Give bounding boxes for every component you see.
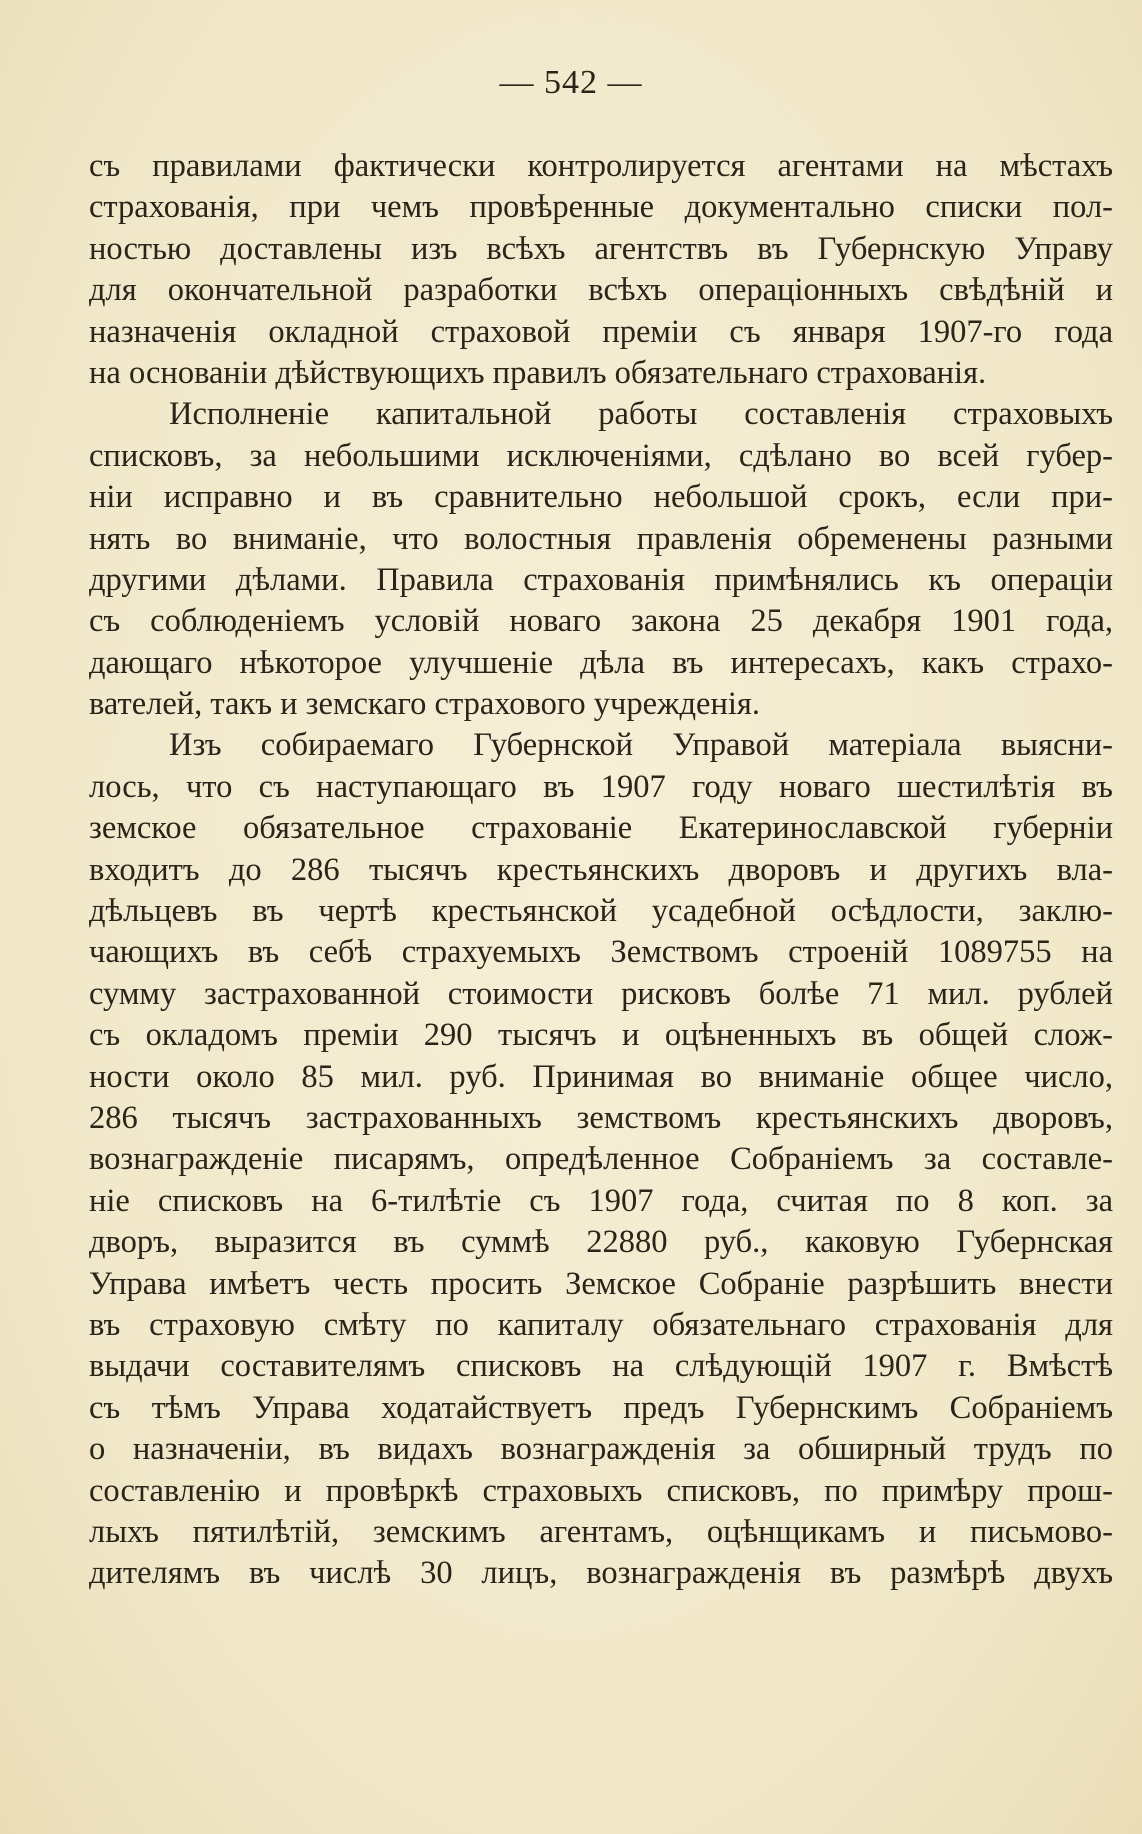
text-line: вателей, такъ и земскаго страхового учрежденія.	[89, 686, 760, 723]
text-line: ніе списковъ на 6-тилѣтіе съ 1907 года, считая по 8 коп. за	[89, 1182, 1113, 1219]
text-line: Исполненіе капитальной работы составленія страховыхъ	[169, 396, 1113, 433]
text-line: страхованія, при чемъ провѣренные документально списки пол-	[89, 189, 1113, 226]
paragraph	[89, 146, 1113, 394]
body-text	[89, 146, 1113, 1595]
text-line: въ страховую смѣту по капиталу обязательнаго страхованія для	[89, 1306, 1113, 1343]
text-line: 286 тысячъ застрахованныхъ земствомъ крестьянскихъ дворовъ,	[89, 1099, 1113, 1136]
paragraph	[89, 394, 1113, 725]
text-line: съ окладомъ преміи 290 тысячъ и оцѣненныхъ въ общей слож-	[89, 1017, 1113, 1054]
text-line: для окончательной разработки всѣхъ операціонныхъ свѣдѣній и	[89, 272, 1113, 309]
text-line: съ соблюденіемъ условій новаго закона 25 декабря 1901 года,	[89, 603, 1113, 640]
text-line: дворъ, выразится въ суммѣ 22880 руб., каковую Губернская	[89, 1224, 1113, 1261]
text-line: назначенія окладной страховой преміи съ января 1907-го года	[89, 313, 1113, 350]
text-line: нять во вниманіе, что волостныя правленія обременены разными	[89, 520, 1113, 557]
text-line: дителямъ въ числѣ 30 лицъ, вознагражденія въ размѣрѣ двухъ	[89, 1555, 1113, 1592]
text-line: входитъ до 286 тысячъ крестьянскихъ дворовъ и другихъ вла-	[89, 851, 1113, 888]
text-line: сумму застрахованной стоимости рисковъ болѣе 71 мил. рублей	[89, 975, 1113, 1012]
page-number: — 542 —	[499, 64, 643, 101]
text-line: земское обязательное страхованіе Екатеринославской губерніи	[89, 810, 1113, 847]
text-line: ности около 85 мил. руб. Принимая во вниманіе общее число,	[89, 1058, 1113, 1095]
text-line: лось, что съ наступающаго въ 1907 году новаго шестилѣтія въ	[89, 768, 1113, 805]
text-line: другими дѣлами. Правила страхованія примѣнялись къ операціи	[89, 561, 1113, 598]
text-line: чающихъ въ себѣ страхуемыхъ Земствомъ строеній 1089755 на	[89, 934, 1113, 971]
paragraph	[89, 725, 1113, 1594]
text-line: ностью доставлены изъ всѣхъ агентствъ въ Губернскую Управу	[89, 230, 1113, 267]
text-line: дающаго нѣкоторое улучшеніе дѣла въ интересахъ, какъ страхо-	[89, 644, 1113, 681]
text-line: дѣльцевъ въ чертѣ крестьянской усадебной осѣдлости, заклю-	[89, 893, 1113, 930]
text-line: на основаніи дѣйствующихъ правилъ обязательнаго страхованія.	[89, 354, 987, 391]
text-line: Изъ собираемаго Губернской Управой матеріала выясни-	[169, 727, 1113, 764]
text-line: лыхъ пятилѣтій, земскимъ агентамъ, оцѣнщикамъ и письмово-	[89, 1513, 1113, 1550]
text-line: составленію и провѣркѣ страховыхъ списковъ, по примѣру прош-	[89, 1472, 1113, 1509]
text-line: съ тѣмъ Управа ходатайствуетъ предъ Губернскимъ Собраніемъ	[89, 1389, 1113, 1426]
text-line: о назначеніи, въ видахъ вознагражденія за обширный трудъ по	[89, 1431, 1113, 1468]
text-line: списковъ, за небольшими исключеніями, сдѣлано во всей губер-	[89, 437, 1113, 474]
text-line: вознагражденіе писарямъ, опредѣленное Собраніемъ за составле-	[89, 1141, 1113, 1178]
text-line: Управа имѣетъ честь просить Земское Собраніе разрѣшить внести	[89, 1265, 1113, 1302]
text-line: ніи исправно и въ сравнительно небольшой срокъ, если при-	[89, 479, 1113, 516]
text-line: съ правилами фактически контролируется агентами на мѣстахъ	[89, 148, 1113, 184]
text-line: выдачи составителямъ списковъ на слѣдующій 1907 г. Вмѣстѣ	[89, 1348, 1113, 1385]
